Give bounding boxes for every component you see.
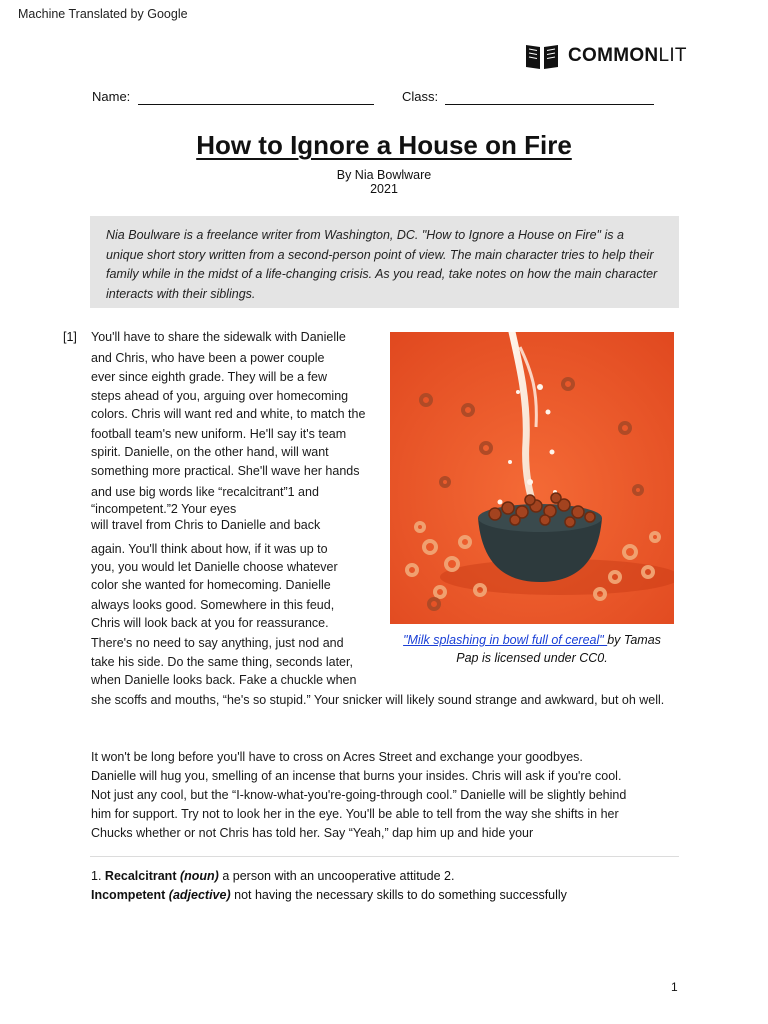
paragraph2-line: Not just any cool, but the “I-know-what-you're-going-through cool.” Danielle will be slightly behind [91,788,627,802]
paragraph2-line: Chucks whether or not Chris has told her. Say “Yeah,” dap him up and hide your [91,826,534,840]
footnote-pos: (noun) [179,869,219,883]
paragraph2-line: Danielle will hug you, smelling of an incense that burns your insides. Chris will ask if you're cool. [91,769,622,783]
story-line: again. You'll think about how, if it was up to [91,542,328,556]
image-caption [390,633,674,647]
caption-license: Pap is licensed under CC0. [456,651,608,665]
story-line: you, you would let Danielle choose whatever [91,560,338,574]
name-field-line[interactable] [138,104,374,105]
commonlit-logo [524,42,687,70]
story-line: “incompetent.”2 Your eyes [91,502,237,516]
footnote-term: Incompetent [91,888,166,902]
author-byline: By Nia Bowlware [336,168,432,182]
story-line: color she wanted for homecoming. Danielle [91,578,331,592]
intro-line: Nia Boulware is a freelance writer from Washington, DC. "How to Ignore a House on Fire" is a [106,228,624,242]
image-source-link[interactable]: "Milk splashing in bowl full of cereal" [403,633,608,647]
page-number: 1 [671,980,678,994]
paragraph2-line: It won't be long before you'll have to cross on Acres Street and exchange your goodbyes. [91,750,583,764]
story-line: ever since eighth grade. They will be a few [91,370,328,384]
paragraph-number: [1] [63,330,77,344]
story-line: Chris will look back at you for reassurance. [91,616,329,630]
story-title: How to Ignore a House on Fire [196,130,572,160]
story-line: and use big words like “recalcitrant”1 and [91,485,319,499]
story-line: and Chris, who have been a power couple [91,351,325,365]
story-line: There's no need to say anything, just nod and [91,636,344,650]
cereal-milk-photo [390,332,674,624]
story-line: when Danielle looks back. Fake a chuckle when [91,673,357,687]
story-line: You'll have to share the sidewalk with Danielle [91,330,346,344]
intro-line: unique short story written from a second-person point of view. The main character tries to help their [106,247,654,262]
story-title-wrap [0,130,768,161]
paragraph2-line: him for support. Try not to look her in the eye. You'll be able to tell from the way she shifts in her [91,807,619,821]
intro-line: interacts with their siblings. [106,286,256,301]
footnote-pos: (adjective) [168,888,231,902]
story-line: steps ahead of you, arguing over homecoming [91,389,349,403]
footnote-definition: not having the necessary skills to do something successfully [234,888,567,902]
story-line: spirit. Danielle, on the other hand, will want [91,445,329,459]
class-field-line[interactable] [445,104,654,105]
footnote-2 [91,886,567,904]
footnote-1: 1. Recalcitrant (noun) a person with an uncooperative attitude 2. [91,869,455,883]
open-book-icon [524,42,560,70]
logo-text: COMMONLIT [568,45,687,66]
intro-box [90,216,679,308]
footnote-definition: a person with an uncooperative attitude 2. [222,869,455,883]
caption-text: by Tamas [607,633,661,647]
class-label: Class: [402,89,439,104]
story-line: colors. Chris will want red and white, to match the [91,407,366,421]
intro-line: family while in the midst of a life-changing crisis. As you read, take notes on how the main character [106,267,658,281]
story-line: something more practical. She'll wave her hands [91,464,360,478]
story-line: she scoffs and mouths, “he's so stupid.” Your snicker will likely sound strange and awkward, but oh well. [91,693,665,707]
machine-translated-note: Machine Translated by Google [18,7,188,21]
story-line: will travel from Chris to Danielle and back [91,518,321,532]
footnote-term: Recalcitrant [104,869,177,883]
story-line: football team's new uniform. He'll say it's team [91,427,347,441]
story-line: always looks good. Somewhere in this feud, [91,598,335,612]
footnote-divider [90,856,679,857]
name-label: Name: [92,89,131,104]
story-line: take his side. Do the same thing, seconds later, [91,655,353,669]
publication-year: 2021 [370,182,398,196]
